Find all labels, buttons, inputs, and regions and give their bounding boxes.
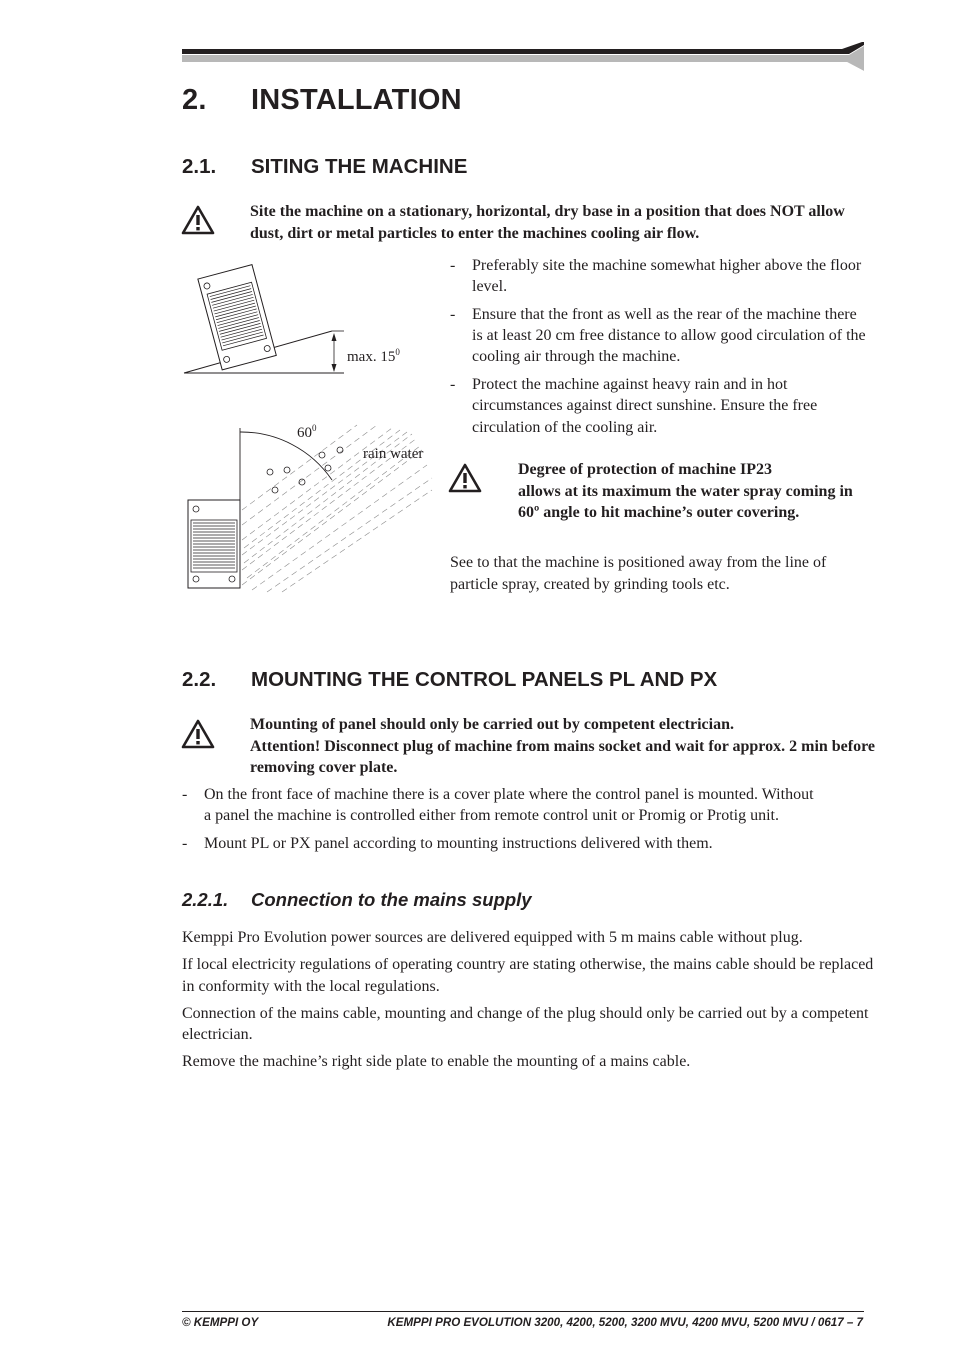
section-heading-2-2 — [182, 668, 717, 692]
angle-label: $60^0$ — [297, 423, 317, 441]
list-item: - Protect the machine against heavy rain and in hot circumstances against direct sunshine. Ensure the free circulation of the cooling air. — [450, 376, 818, 436]
section-number: 2.1. — [182, 155, 217, 178]
section-title: Connection to the mains supply — [251, 889, 532, 910]
footer-product-line: KEMPPI PRO EVOLUTION 3200, 4200, 5200, 3200 MVU, 4200 MVU, 5200 MVU / 0617 – 7 — [387, 1316, 863, 1329]
section-number: 2.2. — [182, 668, 217, 691]
slope-label: max. $15^0$ — [347, 347, 400, 365]
paragraph: Kemppi Pro Evolution power sources are delivered equipped with 5 m mains cable without plug. — [182, 929, 803, 946]
warning-siting: Site the machine on a stationary, horizontal, dry base in a position that does NOT allow dust, dirt or metal particles to enter the machines cooling air flow. — [250, 203, 845, 242]
section-title: SITING THE MACHINE — [251, 155, 468, 178]
list-item: - Preferably site the machine somewhat higher above the floor level. — [450, 257, 862, 296]
warning-ip23: Degree of protection of machine IP23 allows at its maximum the water spray coming in 60º angle to hit machine’s outer covering. — [518, 461, 853, 521]
paragraph: Remove the machine’s right side plate to enable the mounting of a mains cable. — [182, 1053, 691, 1070]
list-item: - On the front face of machine there is a cover plate where the control panel is mounted. Without a panel the machine is controlled either from remote control unit or Promig or Protig unit. — [182, 786, 814, 825]
footer-copyright: © KEMPPI OY — [182, 1316, 259, 1329]
paragraph: Connection of the mains cable, mounting and change of the plug should only be carried out by a competent electrician. — [182, 1004, 869, 1043]
section-heading-2-2-1 — [182, 889, 532, 911]
particle-spray-paragraph: See to that the machine is positioned away from the line of particle spray, created by grinding tools etc. — [450, 554, 827, 593]
header-bar — [182, 42, 866, 72]
panel-bullet-list — [182, 784, 822, 861]
chapter-title — [182, 84, 462, 117]
warning-icon — [448, 463, 482, 493]
paragraph: If local electricity regulations of operating country are stating otherwise, the mains cable should be replaced in conformity with the local regulations. — [182, 956, 874, 995]
chapter-title-text: INSTALLATION — [251, 84, 462, 116]
list-item: - Mount PL or PX panel according to mounting instructions delivered with them. — [182, 835, 713, 852]
list-item: - Ensure that the front as well as the rear of the machine there is at least 20 cm free distance to allow good circulation of the cooling air through the machine. — [450, 306, 866, 366]
section-heading-2-1 — [182, 155, 467, 179]
warning-icon — [181, 205, 215, 235]
section-number: 2.2.1. — [182, 889, 229, 910]
siting-bullet-list — [450, 255, 870, 444]
mains-supply-text — [182, 927, 887, 1073]
rain-label: rain water — [363, 446, 424, 462]
section-title: MOUNTING THE CONTROL PANELS PL AND PX — [251, 668, 718, 691]
chapter-number: 2. — [182, 84, 207, 116]
warning-icon — [181, 719, 215, 749]
warning-electrician: Mounting of panel should only be carried out by competent electrician. Attention! Disconnect plug of machine from mains socket and wait for approx. 2 min before removing cover plate. — [250, 716, 876, 776]
footer-rule — [182, 1311, 864, 1312]
